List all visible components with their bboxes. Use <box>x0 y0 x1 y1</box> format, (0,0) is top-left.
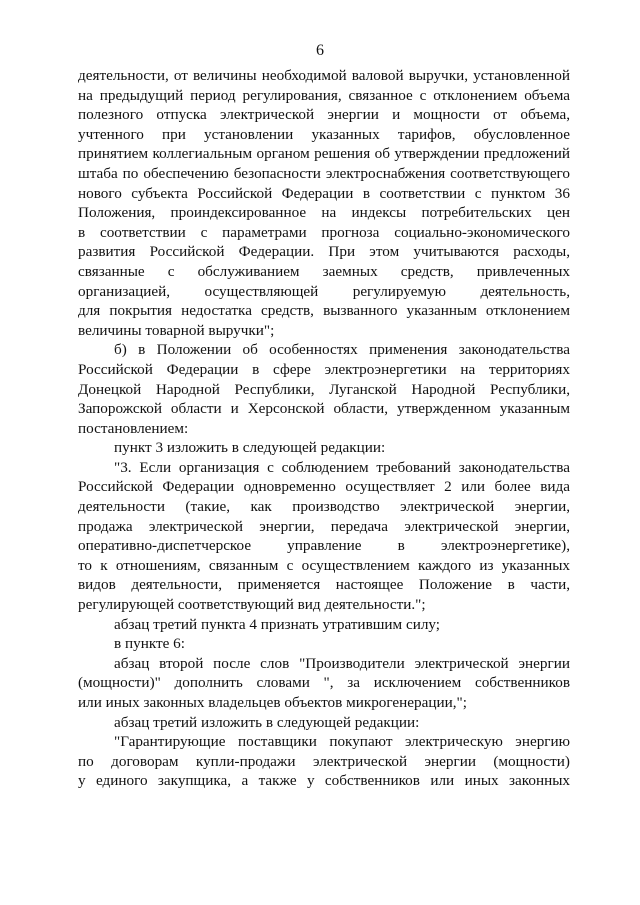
text-line: полезного отпуска электрической энергии и мощности от объема, <box>78 106 570 124</box>
text-line: принятием коллегиальным органом решения об утверждении предложений <box>78 145 570 163</box>
text-line: или иных законных владельцев объектов микрогенерации,"; <box>78 694 467 711</box>
text-line: то к отношениям, связанным с осуществлением каждого из указанных <box>78 556 570 574</box>
text-line: Положения, проиндексированное на индексы потребительских цен <box>78 204 570 222</box>
text-line: в соответствии с параметрами прогноза социально-экономического <box>78 223 570 241</box>
text-line: регулирующей соответствующий вид деятельности."; <box>78 596 426 614</box>
text-line: продажа электрической энергии, передача электрической энергии, <box>78 517 570 535</box>
text-line: деятельности, от величины необходимой валовой выручки, установленной <box>78 67 570 84</box>
text-line: развития Российской Федерации. При этом учитываются расходы, <box>78 243 570 261</box>
text-line: абзац второй после слов "Производители электрической энергии <box>114 654 570 672</box>
text-line: абзац третий изложить в следующей редакции: <box>114 713 420 731</box>
text-line: (мощности)" дополнить словами ", за исключением собственников <box>78 674 570 692</box>
text-line: на предыдущий период регулирования, связанное с отклонением объема <box>78 86 570 104</box>
text-line: связанные с обслуживанием заемных средств, привлеченных <box>78 262 570 280</box>
text-line: штаба по обеспечению безопасности электроснабжения соответствующего <box>78 164 570 182</box>
text-line: для покрытия недостатка средств, вызванного указанным отклонением <box>78 302 570 320</box>
text-line: пункт 3 изложить в следующей редакции: <box>114 439 386 457</box>
text-line: у единого закупщика, а также у собственников или иных законных <box>78 772 570 790</box>
text-line: б) в Положении об особенностях применения законодательства <box>114 341 570 359</box>
text-line: Донецкой Народной Республики, Луганской Народной Республики, <box>78 380 570 398</box>
text-line: Запорожской области и Херсонской области, утвержденном указанным <box>78 400 570 418</box>
text-line: оперативно-диспетчерское управление в электроэнергетике), <box>78 537 570 555</box>
page-number: 6 <box>316 42 324 59</box>
text-line: Российской Федерации в сфере электроэнергетики на территориях <box>78 360 570 378</box>
text-line: величины товарной выручки"; <box>78 321 275 339</box>
text-line: Российской Федерации одновременно осуществляет 2 или более вида <box>78 478 570 496</box>
text-line: "Гарантирующие поставщики покупают электрическую энергию <box>114 733 570 751</box>
text-line: постановлением: <box>78 419 189 437</box>
text-line: видов деятельности, применяется настоящее Положение в части, <box>78 576 570 594</box>
text-line: нового субъекта Российской Федерации в соответствии с пунктом 36 <box>78 184 570 202</box>
document-body <box>78 66 570 791</box>
text-line: по договорам купли-продажи электрической энергии (мощности) <box>78 752 570 770</box>
text-line: "3. Если организация с соблюдением требований законодательства <box>114 458 570 476</box>
text-line: организацией, осуществляющей регулируемую деятельность, <box>78 282 570 300</box>
text-line: абзац третий пункта 4 признать утратившим силу; <box>114 615 441 633</box>
text-line: деятельности (такие, как производство электрической энергии, <box>78 498 570 516</box>
text-line: учтенного при установлении указанных тарифов, обусловленное <box>78 125 570 143</box>
text-line: в пункте 6: <box>114 635 185 653</box>
